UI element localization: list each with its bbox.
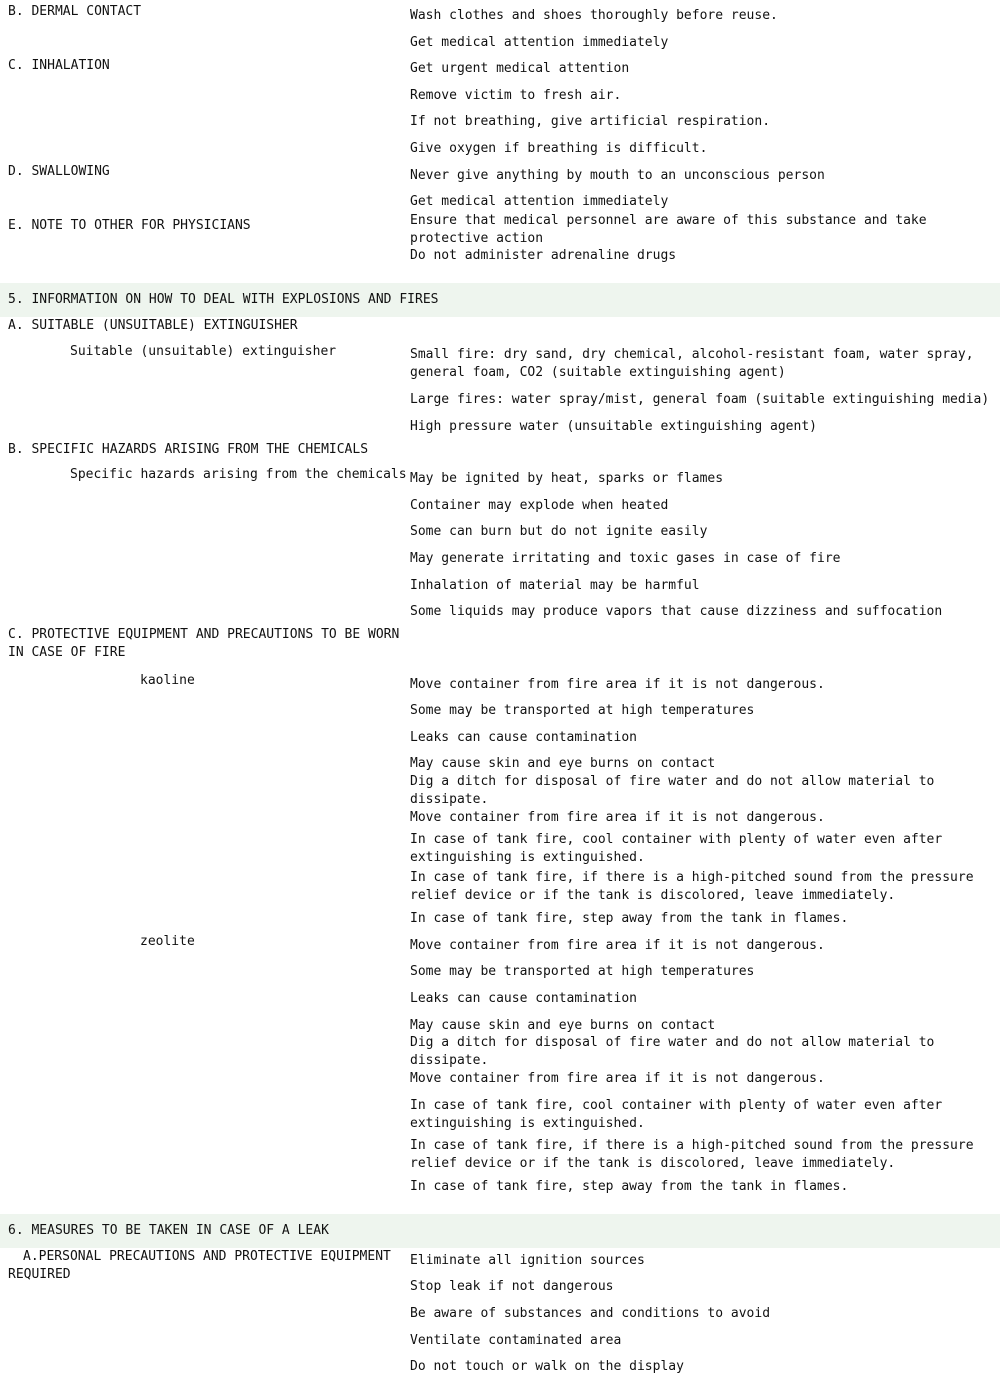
physicians-note-label: E. NOTE TO OTHER FOR PHYSICIANS (8, 218, 251, 233)
kaoline-item: Leaks can cause contamination (410, 730, 637, 745)
kaoline-item: May cause skin and eye burns on contact (410, 756, 716, 771)
dermal-item: Wash clothes and shoes thoroughly before reuse. (410, 8, 778, 23)
kaoline-item: In case of tank fire, if there is a high-pitched sound from the pressure relief device or if the tank is discolored, leave immediately. (410, 870, 974, 903)
personal-precautions-label: A.PERSONAL PRECAUTIONS AND PROTECTIVE EQUIPMENT REQUIRED (8, 1249, 391, 1282)
inhalation-item: Get urgent medical attention (410, 61, 630, 76)
zeolite-item: Some may be transported at high temperatures (410, 964, 755, 979)
precaution-item: Stop leak if not dangerous (410, 1279, 614, 1294)
extinguisher-item: Small fire: dry sand, dry chemical, alcohol-resistant foam, water spray, general foam, CO2 (suitable extinguishing agent) (410, 347, 974, 380)
inhalation-label: C. INHALATION (8, 58, 110, 73)
zeolite-item: Dig a ditch for disposal of fire water and do not allow material to dissipate. (410, 1035, 935, 1068)
zeolite-item: In case of tank fire, step away from the tank in flames. (410, 1179, 849, 1194)
kaoline-item: In case of tank fire, cool container with plenty of water even after extinguishing is extinguished. (410, 832, 943, 865)
section-5-title: 5. INFORMATION ON HOW TO DEAL WITH EXPLOSIONS AND FIRES (8, 292, 439, 307)
precaution-item: Ventilate contaminated area (410, 1333, 622, 1348)
kaoline-label: kaoline (140, 673, 195, 688)
dermal-contact-label: B. DERMAL CONTACT (8, 4, 142, 19)
hazard-item: Inhalation of material may be harmful (410, 578, 700, 593)
swallowing-item: Never give anything by mouth to an unconscious person (410, 168, 825, 183)
swallowing-item: Get medical attention immediately (410, 194, 669, 209)
hazard-item: Some liquids may produce vapors that cause dizziness and suffocation (410, 604, 943, 619)
kaoline-item: Some may be transported at high temperatures (410, 703, 755, 718)
kaoline-item: In case of tank fire, step away from the tank in flames. (410, 911, 849, 926)
hazard-item: May be ignited by heat, sparks or flames (410, 471, 724, 486)
physicians-note-item: Ensure that medical personnel are aware of this substance and take protective action (410, 213, 927, 246)
hazard-item: May generate irritating and toxic gases in case of fire (410, 551, 841, 566)
zeolite-label: zeolite (140, 934, 195, 949)
hazard-item: Container may explode when heated (410, 498, 669, 513)
section-6-title: 6. MEASURES TO BE TAKEN IN CASE OF A LEAK (8, 1223, 329, 1238)
zeolite-item: May cause skin and eye burns on contact (410, 1018, 716, 1033)
specific-hazards-label: B. SPECIFIC HAZARDS ARISING FROM THE CHEMICALS (8, 442, 369, 457)
extinguisher-item: High pressure water (unsuitable extinguishing agent) (410, 419, 817, 434)
zeolite-item: Move container from fire area if it is not dangerous. (410, 1071, 825, 1086)
zeolite-item: In case of tank fire, if there is a high-pitched sound from the pressure relief device or if the tank is discolored, leave immediately. (410, 1138, 974, 1171)
hazard-item: Some can burn but do not ignite easily (410, 524, 708, 539)
inhalation-item: If not breathing, give artificial respiration. (410, 114, 771, 129)
precaution-item: Eliminate all ignition sources (410, 1253, 645, 1268)
zeolite-item: Move container from fire area if it is not dangerous. (410, 938, 825, 953)
physicians-note-item: Do not administer adrenaline drugs (410, 248, 677, 263)
zeolite-item: Leaks can cause contamination (410, 991, 637, 1006)
protective-equipment-label: C. PROTECTIVE EQUIPMENT AND PRECAUTIONS TO BE WORN IN CASE OF FIRE (8, 627, 400, 660)
kaoline-item: Move container from fire area if it is not dangerous. (410, 677, 825, 692)
extinguisher-item: Large fires: water spray/mist, general foam (suitable extinguishing media) (410, 392, 990, 407)
inhalation-item: Give oxygen if breathing is difficult. (410, 141, 708, 156)
precaution-item: Be aware of substances and conditions to avoid (410, 1306, 771, 1321)
zeolite-item: In case of tank fire, cool container with plenty of water even after extinguishing is extinguished. (410, 1098, 943, 1131)
specific-hazards-sublabel: Specific hazards arising from the chemicals (70, 467, 407, 482)
extinguisher-sublabel: Suitable (unsuitable) extinguisher (70, 344, 337, 359)
kaoline-item: Dig a ditch for disposal of fire water and do not allow material to dissipate. (410, 774, 935, 807)
inhalation-item: Remove victim to fresh air. (410, 88, 622, 103)
precaution-item: Do not touch or walk on the display (410, 1359, 684, 1374)
kaoline-item: Move container from fire area if it is not dangerous. (410, 810, 825, 825)
dermal-item: Get medical attention immediately (410, 35, 669, 50)
swallowing-label: D. SWALLOWING (8, 164, 110, 179)
extinguisher-label: A. SUITABLE (UNSUITABLE) EXTINGUISHER (8, 318, 298, 333)
